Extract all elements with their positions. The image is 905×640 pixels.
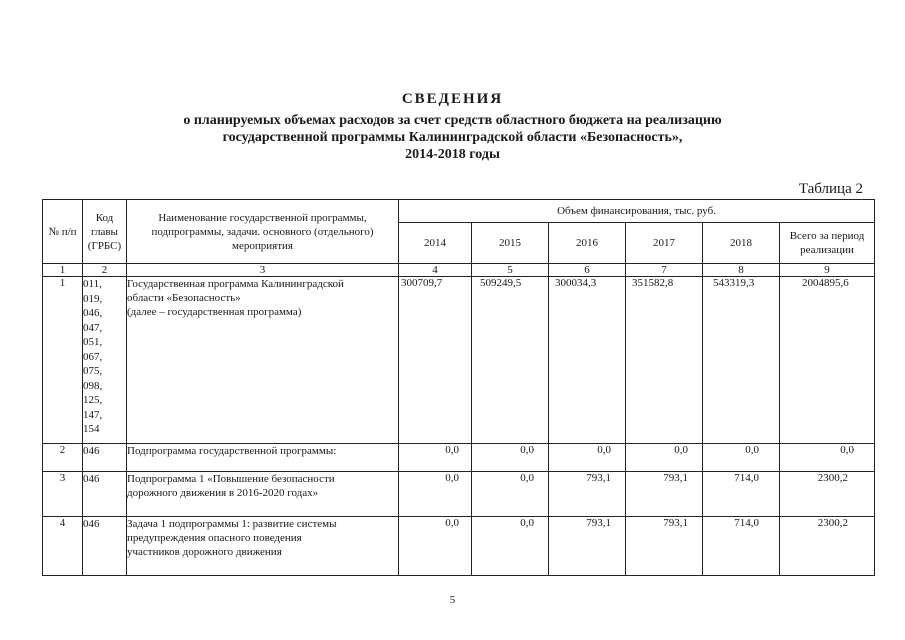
row-value-2016: 793,1: [549, 472, 626, 517]
row-value-2014: 0,0: [399, 517, 472, 576]
code-line: 147,: [83, 408, 103, 421]
document-subtitle-line-1: о планируемых объемах расходов за счет средств областного бюджета на реализацию: [183, 113, 722, 128]
row-value-2016: 300034,3: [549, 277, 626, 444]
row-value-2014: 0,0: [399, 472, 472, 517]
header-num: № п/п: [43, 200, 83, 264]
table-row: [43, 517, 875, 576]
row-name: [127, 277, 399, 444]
row-num: 3: [43, 472, 83, 517]
row-value-2015: 509249,5: [472, 277, 549, 444]
row-value-2018: 714,0: [703, 472, 780, 517]
row-name: [127, 517, 399, 576]
code-line: 011,: [83, 278, 102, 290]
table-row: [43, 444, 875, 472]
code-line: 046,: [83, 307, 103, 319]
column-number: 7: [626, 264, 703, 277]
row-value-2015: 0,0: [472, 472, 549, 517]
table-label: Таблица 2: [798, 181, 863, 197]
column-number: 6: [549, 264, 626, 277]
document-title: СВЕДЕНИЯ: [401, 91, 504, 107]
column-number: 1: [43, 264, 83, 277]
header-year: 2017: [626, 223, 703, 264]
header-year: 2015: [472, 223, 549, 264]
code-line: 067,: [83, 350, 103, 363]
code-line: 075,: [83, 365, 103, 377]
column-number: 3: [127, 264, 399, 277]
row-code: [83, 277, 127, 444]
table-header-row: [43, 200, 875, 223]
code-line: 047,: [83, 321, 103, 334]
table-row: [43, 277, 875, 444]
funding-table: [42, 199, 875, 576]
column-number: 5: [472, 264, 549, 277]
row-name: [127, 472, 399, 517]
name-line: Задача 1 подпрограммы 1: развитие системы: [127, 518, 337, 530]
row-value-2018: 543319,3: [703, 277, 780, 444]
name-line: (далее – государственная программа): [127, 306, 302, 318]
row-code: 046: [83, 444, 127, 472]
row-value-2014: 300709,7: [399, 277, 472, 444]
document-subtitle-line-2: государственной программы Калининградской области «Безопасность»,: [222, 130, 683, 145]
column-number: 8: [703, 264, 780, 277]
code-line: 019,: [83, 292, 103, 305]
row-num: 1: [43, 277, 83, 444]
row-name: Подпрограмма государственной программы:: [127, 444, 399, 472]
column-number: 2: [83, 264, 127, 277]
header-year: 2018: [703, 223, 780, 264]
code-line: 154: [83, 423, 100, 435]
row-total: 2004895,6: [780, 277, 875, 444]
header-year: 2014: [399, 223, 472, 264]
row-value-2015: 0,0: [472, 444, 549, 472]
header-code: Код главы (ГРБС): [83, 200, 127, 264]
row-code: 046: [83, 517, 127, 576]
table-row: [43, 472, 875, 517]
document-subtitle-years: 2014-2018 годы: [405, 147, 500, 162]
name-line: Государственная программа Калининградской: [127, 278, 344, 290]
name-line: дорожного движения в 2016-2020 годах»: [127, 487, 319, 499]
row-value-2018: 0,0: [703, 444, 780, 472]
row-value-2017: 0,0: [626, 444, 703, 472]
code-line: 125,: [83, 394, 103, 406]
row-value-2017: 793,1: [626, 517, 703, 576]
row-value-2018: 714,0: [703, 517, 780, 576]
column-number: 9: [780, 264, 875, 277]
page-number: 5: [449, 594, 456, 606]
column-number-row: [43, 264, 875, 277]
code-line: 098,: [83, 379, 103, 392]
name-line: участников дорожного движения: [127, 546, 282, 558]
code-line: 051,: [83, 336, 103, 348]
row-value-2017: 793,1: [626, 472, 703, 517]
header-total: Всего за период реализации: [780, 223, 875, 264]
row-num: 4: [43, 517, 83, 576]
name-line: Подпрограмма 1 «Повышение безопасности: [127, 473, 335, 485]
name-line: предупреждения опасного поведения: [127, 532, 302, 544]
name-line: области «Безопасность»: [127, 292, 241, 304]
row-total: 2300,2: [780, 517, 875, 576]
row-total: 0,0: [780, 444, 875, 472]
column-number: 4: [399, 264, 472, 277]
row-value-2017: 351582,8: [626, 277, 703, 444]
row-value-2016: 0,0: [549, 444, 626, 472]
row-total: 2300,2: [780, 472, 875, 517]
header-name: Наименование государственной программы, подпрограммы, задачи. основного (отдельного) мероприятия: [127, 200, 399, 264]
row-code: 046: [83, 472, 127, 517]
header-funding: Объем финансирования, тыс. руб.: [399, 200, 875, 223]
row-value-2014: 0,0: [399, 444, 472, 472]
row-value-2015: 0,0: [472, 517, 549, 576]
row-value-2016: 793,1: [549, 517, 626, 576]
header-year: 2016: [549, 223, 626, 264]
row-num: 2: [43, 444, 83, 472]
